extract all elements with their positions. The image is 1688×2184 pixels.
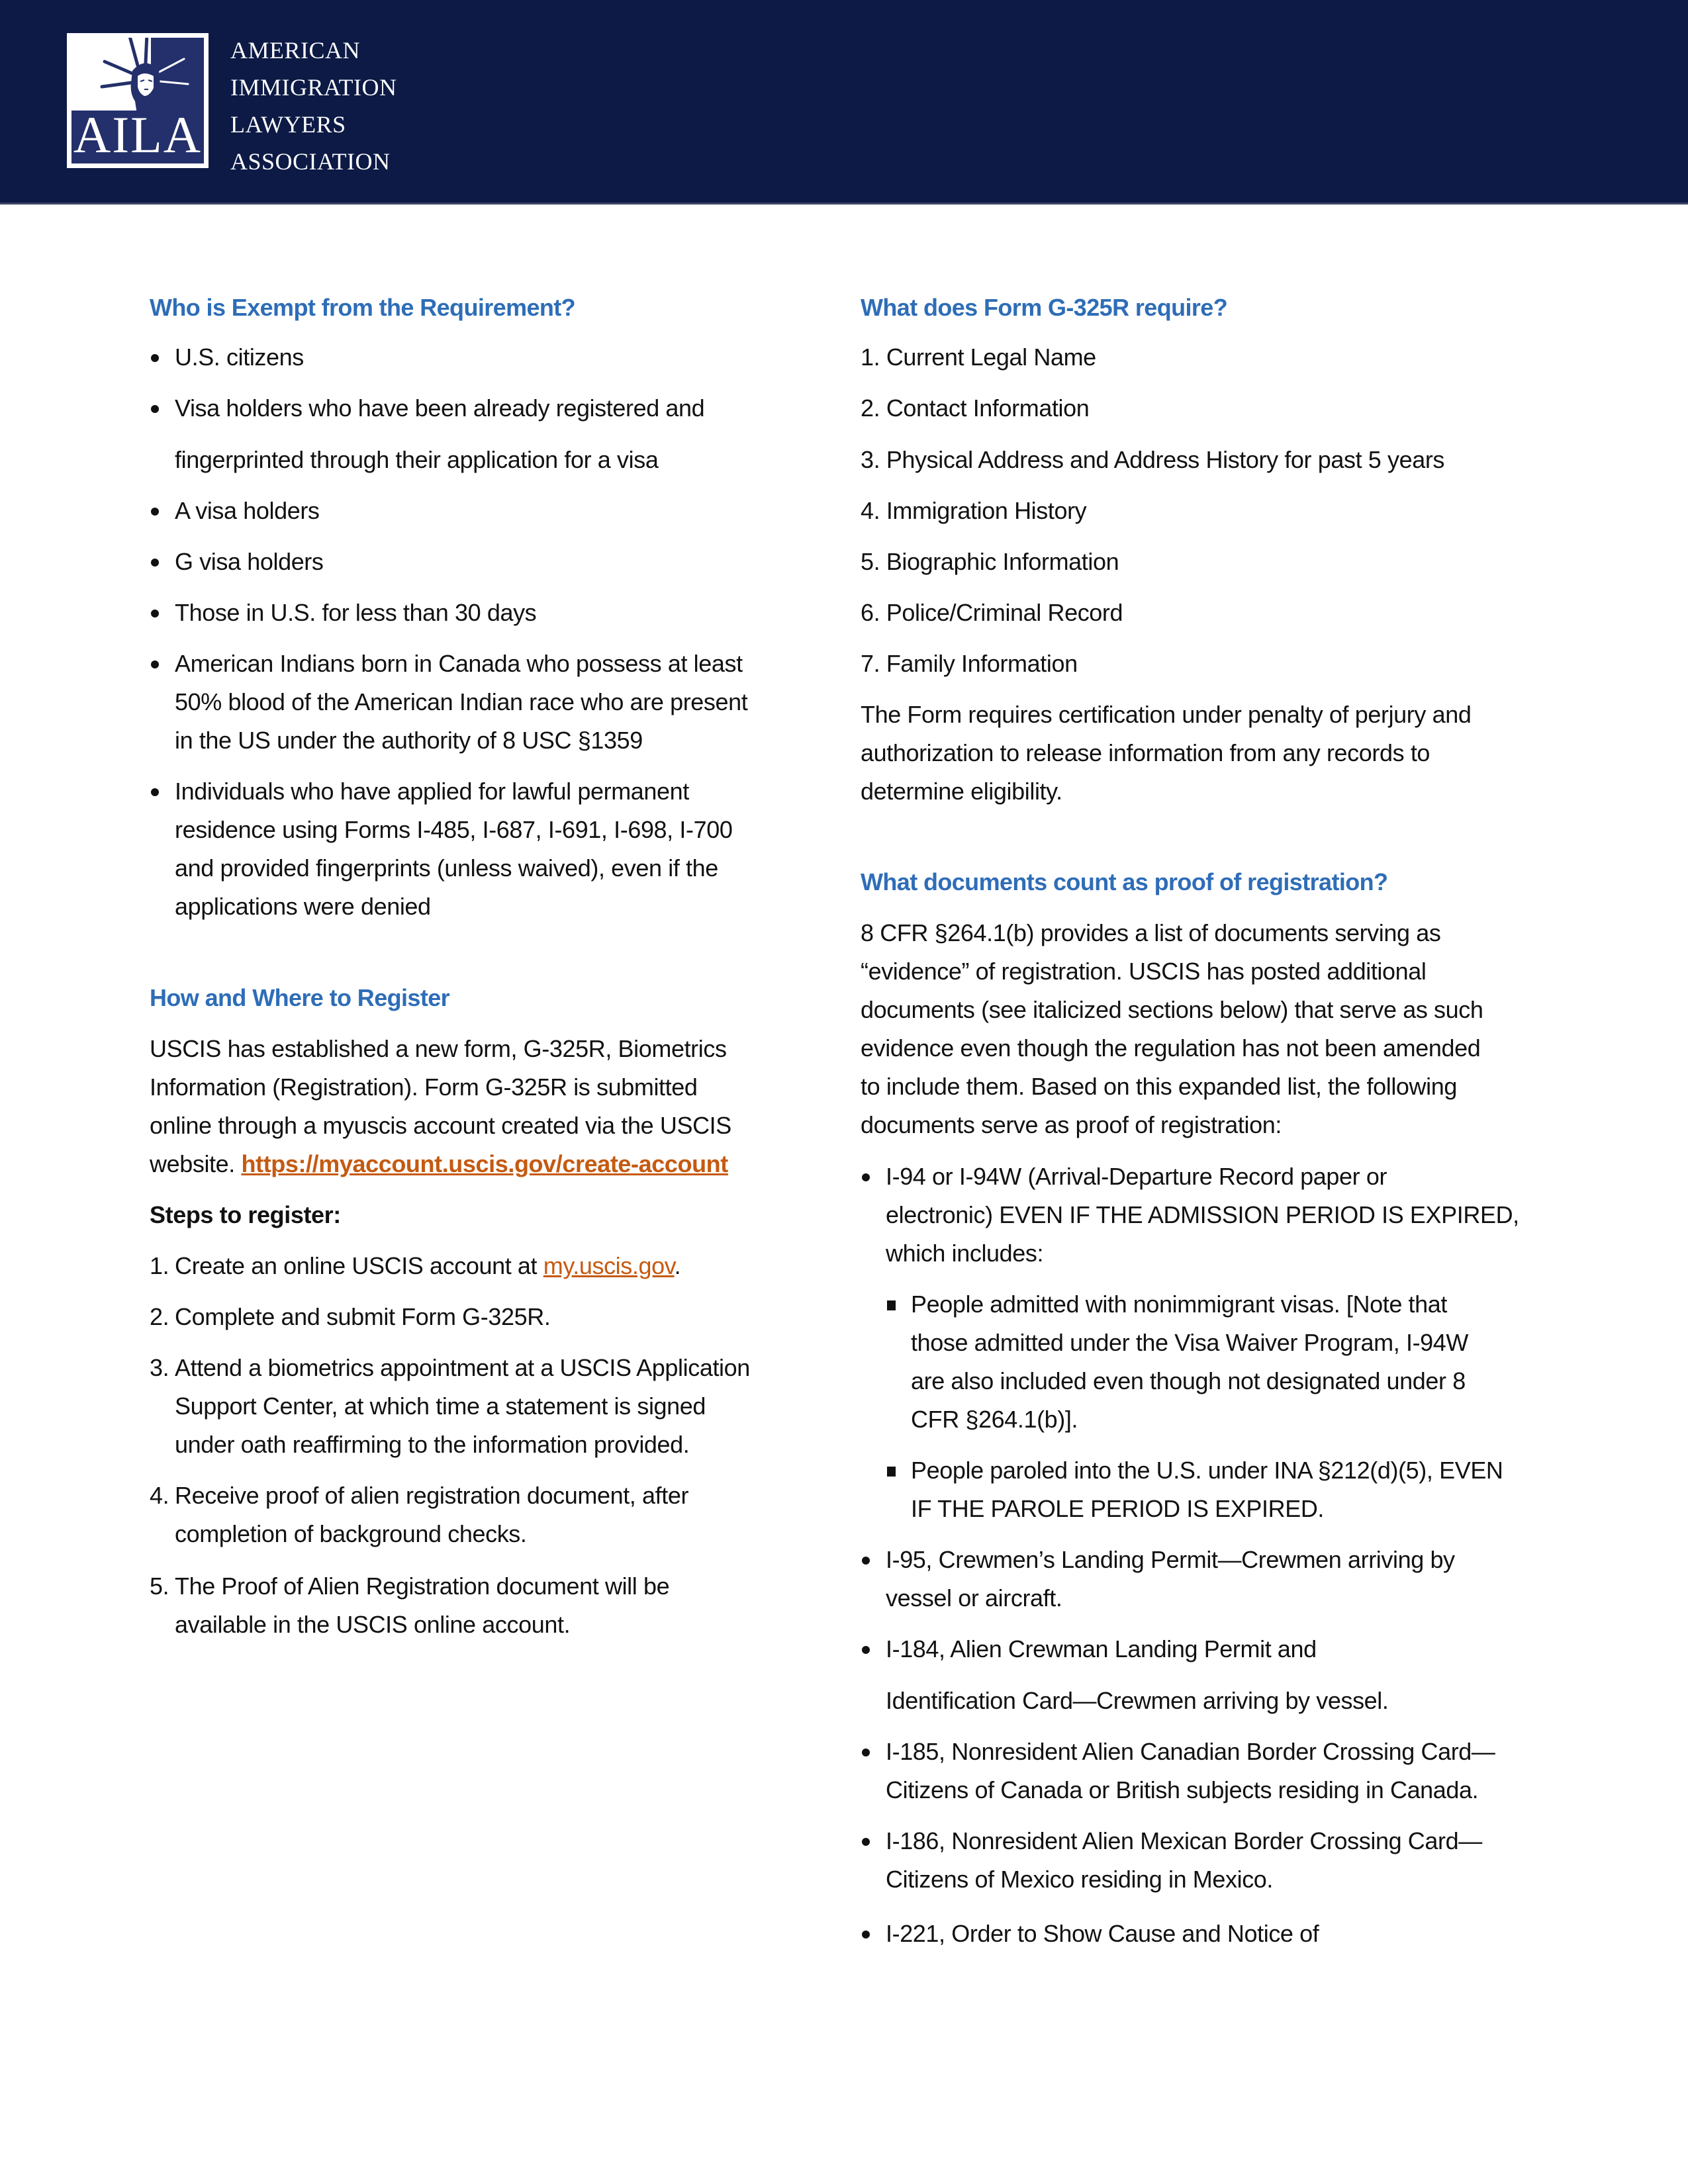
- requirement-item: 5. Biographic Information: [861, 548, 1119, 575]
- document-item-continuation: Citizens of Canada or British subjects residing in Canada.: [886, 1776, 1479, 1803]
- list-item: Visa holders who have been already registered and: [175, 394, 705, 422]
- step-item: The Proof of Alien Registration document will be: [175, 1572, 670, 1600]
- bullet-icon: [151, 559, 159, 567]
- paragraph-line: Information (Registration). Form G-325R is submitted: [150, 1073, 698, 1101]
- list-item-continuation: fingerprinted through their application for a visa: [175, 446, 659, 473]
- document-item: I-94 or I-94W (Arrival-Departure Record paper or: [886, 1163, 1387, 1190]
- list-item: American Indians born in Canada who possess at least: [175, 650, 743, 677]
- step-number: 1.: [150, 1252, 169, 1279]
- paragraph-line: evidence even though the regulation has not been amended: [861, 1034, 1481, 1062]
- requirement-item: 3. Physical Address and Address History for past 5 years: [861, 446, 1445, 473]
- paragraph-line: USCIS has established a new form, G-325R, Biometrics: [150, 1035, 727, 1062]
- paragraph-line: online through a myuscis account created via the USCIS: [150, 1112, 731, 1139]
- paragraph-line: documents (see italicized sections below) that serve as such: [861, 996, 1483, 1023]
- bullet-icon: [862, 1173, 870, 1181]
- document-item-continuation: Citizens of Mexico residing in Mexico.: [886, 1866, 1274, 1893]
- create-account-link[interactable]: https://myaccount.uscis.gov/create-account: [241, 1150, 728, 1177]
- bullet-icon: [151, 354, 159, 362]
- list-item-continuation: applications were denied: [175, 893, 431, 920]
- step-item: Attend a biometrics appointment at a USCIS Application: [175, 1354, 750, 1381]
- bullet-icon: [862, 1749, 870, 1756]
- bullet-icon: [862, 1557, 870, 1565]
- sub-item-continuation: are also included even though not designated under 8: [911, 1367, 1466, 1394]
- header-divider: [0, 203, 1688, 205]
- document-item: I-221, Order to Show Cause and Notice of: [886, 1920, 1319, 1947]
- aila-logo: [67, 33, 209, 168]
- document-item-continuation: Identification Card—Crewmen arriving by vessel.: [886, 1687, 1389, 1714]
- organization-name: AMERICAN IMMIGRATION LAWYERS ASSOCIATION: [230, 37, 397, 175]
- steps-label: Steps to register:: [150, 1201, 341, 1228]
- section-heading-requirements: What does Form G-325R require?: [861, 294, 1228, 321]
- list-item: Those in U.S. for less than 30 days: [175, 599, 537, 626]
- step-number: 3.: [150, 1354, 169, 1381]
- document-item: I-95, Crewmen’s Landing Permit—Crewmen arriving by: [886, 1546, 1455, 1573]
- list-item-continuation: in the US under the authority of 8 USC §1359: [175, 727, 643, 754]
- list-item: Individuals who have applied for lawful permanent: [175, 778, 689, 805]
- step-number: 5.: [150, 1572, 169, 1600]
- logo-wordmark: AILA: [73, 106, 203, 163]
- step-item-continuation: available in the USCIS online account.: [175, 1611, 571, 1638]
- sub-item-continuation: those admitted under the Visa Waiver Program, I-94W: [911, 1329, 1468, 1356]
- section-heading-proof: What documents count as proof of registration?: [861, 868, 1388, 895]
- sub-item: People admitted with nonimmigrant visas. [Note that: [911, 1291, 1448, 1318]
- bullet-icon: [862, 1838, 870, 1846]
- document-item: I-185, Nonresident Alien Canadian Border Crossing Card—: [886, 1738, 1495, 1765]
- square-bullet-icon: [887, 1300, 896, 1310]
- step-item-continuation: Support Center, at which time a statement is signed: [175, 1392, 706, 1420]
- step-item: Create an online USCIS account at my.uscis.gov.: [175, 1252, 681, 1279]
- list-item-continuation: and provided fingerprints (unless waived), even if the: [175, 854, 718, 882]
- list-item: A visa holders: [175, 497, 320, 524]
- bullet-icon: [151, 508, 159, 516]
- list-item-continuation: 50% blood of the American Indian race who are present: [175, 688, 748, 715]
- list-item: U.S. citizens: [175, 343, 304, 371]
- paragraph-line: determine eligibility.: [861, 778, 1062, 805]
- section-heading-exempt: Who is Exempt from the Requirement?: [150, 294, 576, 321]
- requirement-item: 2. Contact Information: [861, 394, 1090, 422]
- requirement-item: 7. Family Information: [861, 650, 1078, 677]
- document-item: I-186, Nonresident Alien Mexican Border Crossing Card—: [886, 1827, 1482, 1854]
- bullet-icon: [151, 610, 159, 617]
- square-bullet-icon: [887, 1467, 896, 1477]
- bullet-icon: [862, 1931, 870, 1938]
- document-item: I-184, Alien Crewman Landing Permit and: [886, 1635, 1317, 1662]
- step-number: 4.: [150, 1482, 169, 1509]
- sub-item-continuation: IF THE PAROLE PERIOD IS EXPIRED.: [911, 1495, 1325, 1522]
- sub-item-continuation: CFR §264.1(b)].: [911, 1406, 1078, 1433]
- bullet-icon: [862, 1646, 870, 1654]
- page-header: [0, 0, 1688, 204]
- list-item-continuation: residence using Forms I-485, I-687, I-691, I-698, I-700: [175, 816, 733, 843]
- bullet-icon: [151, 405, 159, 413]
- requirement-item: 1. Current Legal Name: [861, 343, 1096, 371]
- requirement-item: 6. Police/Criminal Record: [861, 599, 1123, 626]
- section-heading-register: How and Where to Register: [150, 984, 450, 1011]
- requirement-item: 4. Immigration History: [861, 497, 1087, 524]
- paragraph-line: “evidence” of registration. USCIS has posted additional: [861, 958, 1427, 985]
- my-uscis-link[interactable]: my.uscis.gov: [543, 1252, 675, 1279]
- list-item: G visa holders: [175, 548, 324, 575]
- step-item-continuation: under oath reaffirming to the information provided.: [175, 1431, 690, 1458]
- step-number: 2.: [150, 1303, 169, 1330]
- paragraph-line: documents serve as proof of registration:: [861, 1111, 1282, 1138]
- document-item-continuation: which includes:: [886, 1240, 1044, 1267]
- paragraph-line: authorization to release information from any records to: [861, 739, 1430, 766]
- paragraph-line: The Form requires certification under penalty of perjury and: [861, 701, 1472, 728]
- step-item: Complete and submit Form G-325R.: [175, 1303, 551, 1330]
- bullet-icon: [151, 660, 159, 668]
- step-item: Receive proof of alien registration document, after: [175, 1482, 689, 1509]
- paragraph-line: website. https://myaccount.uscis.gov/create-account: [150, 1150, 728, 1177]
- step-item-continuation: completion of background checks.: [175, 1520, 527, 1547]
- bullet-icon: [151, 788, 159, 796]
- paragraph-line: 8 CFR §264.1(b) provides a list of documents serving as: [861, 919, 1441, 946]
- sub-item: People paroled into the U.S. under INA §212(d)(5), EVEN: [911, 1457, 1503, 1484]
- document-item-continuation: electronic) EVEN IF THE ADMISSION PERIOD IS EXPIRED,: [886, 1201, 1519, 1228]
- document-item-continuation: vessel or aircraft.: [886, 1584, 1062, 1612]
- paragraph-line: to include them. Based on this expanded list, the following: [861, 1073, 1457, 1100]
